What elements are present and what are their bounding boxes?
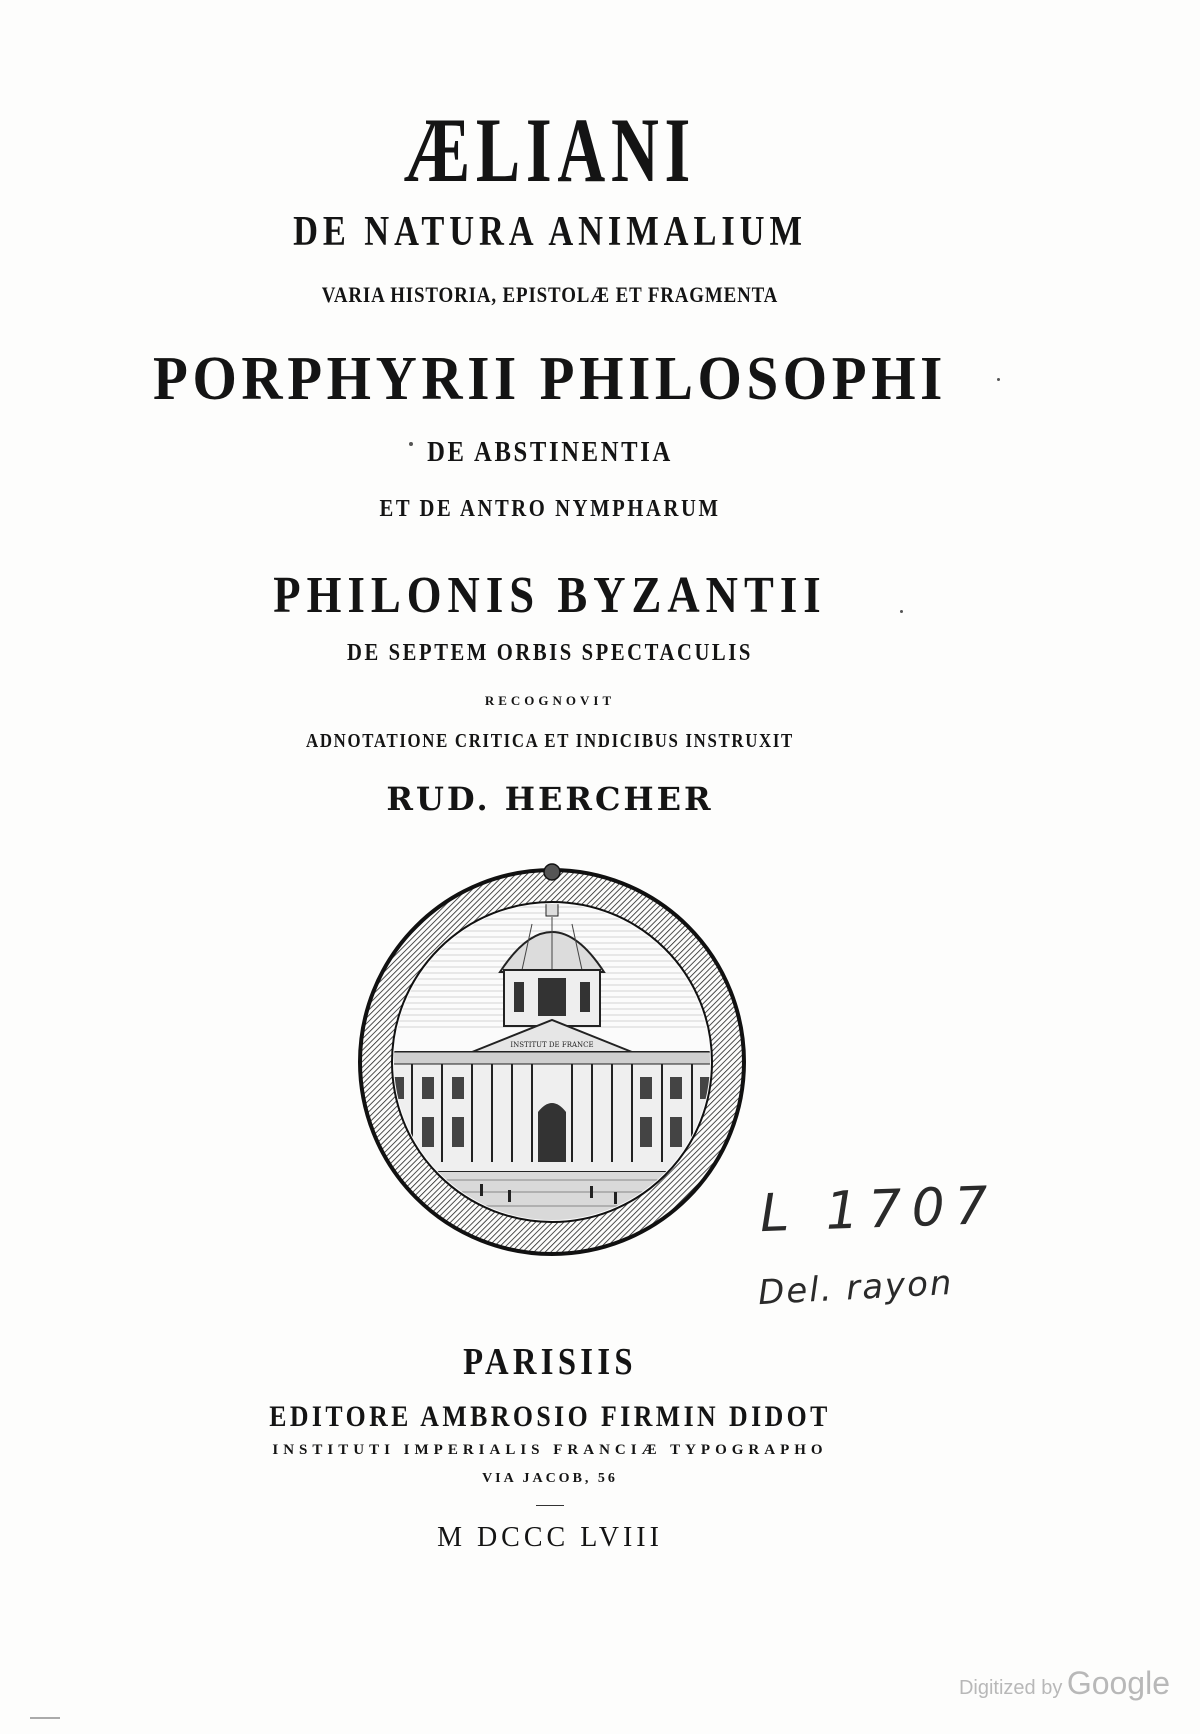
handwritten-call-number: L 1707 xyxy=(759,1175,999,1245)
imprint-publisher: EDITORE AMBROSIO FIRMIN DIDOT xyxy=(269,1400,831,1433)
author-title-3: PHILONIS BYZANTII xyxy=(273,567,827,624)
imprint-address: VIA JACOB, 56 xyxy=(482,1471,618,1486)
work-title-1: DE NATURA ANIMALIUM xyxy=(293,209,807,255)
ink-speck xyxy=(409,442,413,446)
imprint-year: M DCCC LVIII xyxy=(437,1522,663,1553)
institut-medallion-engraving xyxy=(352,862,752,1262)
imprint-rule xyxy=(536,1505,564,1506)
digitized-by-google-watermark xyxy=(959,1665,1170,1702)
editor-name: RUD. HERCHER xyxy=(386,780,714,818)
medallion-inscription: INSTITUT DE FRANCE xyxy=(510,1041,594,1049)
handwritten-note: Del. rayon xyxy=(757,1262,955,1314)
watermark-prefix: Digitized by xyxy=(958,1677,1063,1699)
work-subtitle-1: VARIA HISTORIA, EPISTOLÆ ET FRAGMENTA xyxy=(321,282,779,307)
google-logo: Google xyxy=(1066,1665,1170,1701)
ink-speck xyxy=(900,610,903,613)
recognovit-line: RECOGNOVIT xyxy=(484,693,616,708)
author-title-2: PORPHYRII PHILOSOPHI xyxy=(153,345,947,413)
work-title-2a: DE ABSTINENTIA xyxy=(427,437,673,468)
adnotatione-line: ADNOTATIONE CRITICA ET INDICIBUS INSTRUXIT xyxy=(306,730,794,752)
scan-edge-mark xyxy=(30,1717,60,1719)
work-title-2b: ET DE ANTRO NYMPHARUM xyxy=(379,496,721,522)
imprint-publisher-title: INSTITUTI IMPERIALIS FRANCIÆ TYPOGRAPHO xyxy=(272,1442,828,1458)
imprint-city: PARISIIS xyxy=(463,1341,637,1383)
author-title: ÆLIANI xyxy=(403,99,697,201)
work-title-3: DE SEPTEM ORBIS SPECTACULIS xyxy=(347,640,753,666)
ink-speck xyxy=(997,378,1000,381)
